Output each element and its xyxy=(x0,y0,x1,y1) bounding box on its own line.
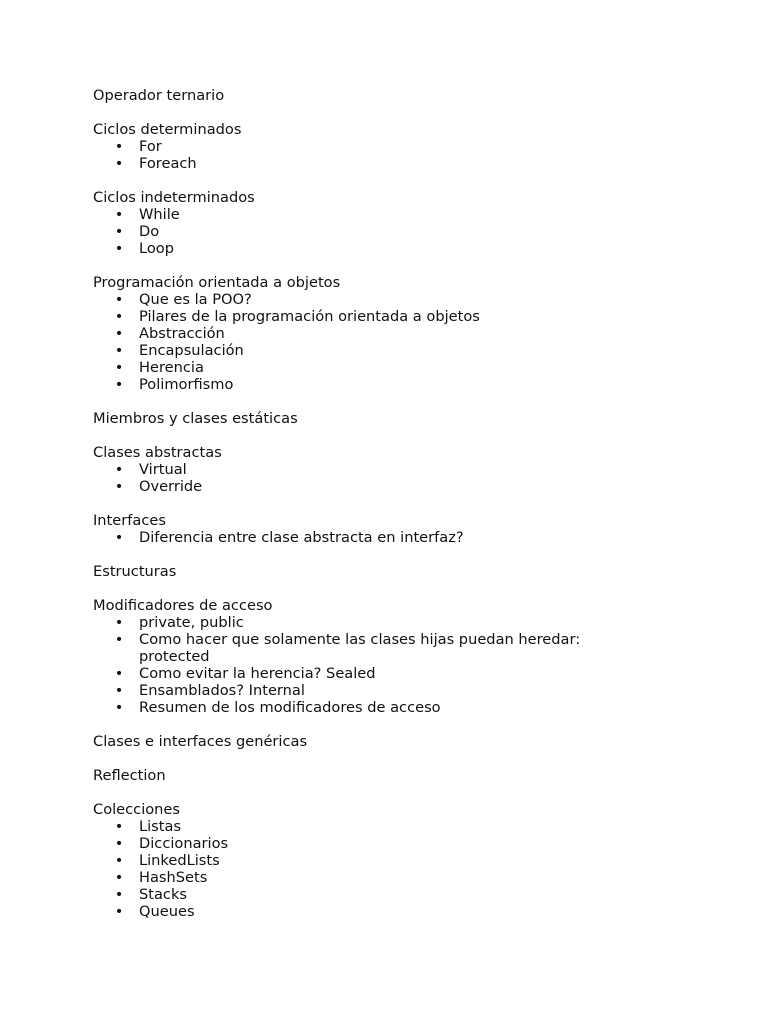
section-heading: Estructuras xyxy=(93,563,177,580)
bullet-icon: • xyxy=(114,342,124,359)
list-item xyxy=(93,376,653,393)
list-item-text: Ensamblados? Internal xyxy=(139,682,305,699)
section-heading: Programación orientada a objetos xyxy=(93,274,341,291)
bullet-icon: • xyxy=(114,818,124,835)
list-item-text: Stacks xyxy=(139,886,188,903)
section-heading: Modificadores de acceso xyxy=(93,597,273,614)
section-heading: Operador ternario xyxy=(93,87,225,104)
bullet-list xyxy=(93,529,653,546)
bullet-icon: • xyxy=(114,206,124,223)
document-section xyxy=(93,512,653,546)
bullet-icon: • xyxy=(114,631,124,648)
bullet-list xyxy=(93,818,653,920)
list-item-text: private, public xyxy=(139,614,244,631)
list-item xyxy=(93,240,653,257)
bullet-icon: • xyxy=(114,682,124,699)
list-item-text: Encapsulación xyxy=(139,342,244,359)
list-item xyxy=(93,665,653,682)
list-item xyxy=(93,852,653,869)
bullet-icon: • xyxy=(114,240,124,257)
list-item-text: Listas xyxy=(139,818,182,835)
bullet-icon: • xyxy=(114,461,124,478)
list-item xyxy=(93,903,653,920)
document-section xyxy=(93,274,653,393)
bullet-icon: • xyxy=(114,886,124,903)
bullet-icon: • xyxy=(114,529,124,546)
list-item xyxy=(93,869,653,886)
list-item-text: Pilares de la programación orientada a objetos xyxy=(139,308,480,325)
section-heading: Clases abstractas xyxy=(93,444,222,461)
bullet-icon: • xyxy=(114,835,124,852)
list-item-text: Abstracción xyxy=(139,325,225,342)
bullet-icon: • xyxy=(114,291,124,308)
list-item xyxy=(93,699,653,716)
section-heading: Ciclos determinados xyxy=(93,121,242,138)
bullet-list xyxy=(93,461,653,495)
list-item xyxy=(93,291,653,308)
document-section xyxy=(93,410,653,427)
list-item xyxy=(93,631,653,665)
bullet-icon: • xyxy=(114,478,124,495)
section-heading: Reflection xyxy=(93,767,166,784)
list-item xyxy=(93,359,653,376)
bullet-icon: • xyxy=(114,223,124,240)
list-item xyxy=(93,614,653,631)
list-item-text: Queues xyxy=(139,903,195,920)
list-item xyxy=(93,342,653,359)
bullet-icon: • xyxy=(114,852,124,869)
document-body xyxy=(93,87,653,937)
document-section xyxy=(93,733,653,750)
bullet-icon: • xyxy=(114,308,124,325)
list-item-text: Diferencia entre clase abstracta en interfaz? xyxy=(139,529,464,546)
list-item xyxy=(93,818,653,835)
section-heading: Colecciones xyxy=(93,801,181,818)
bullet-list xyxy=(93,614,653,716)
bullet-icon: • xyxy=(114,155,124,172)
list-item-text: Override xyxy=(139,478,203,495)
bullet-icon: • xyxy=(114,376,124,393)
list-item xyxy=(93,223,653,240)
list-item-text: Do xyxy=(139,223,160,240)
bullet-list xyxy=(93,291,653,393)
bullet-icon: • xyxy=(114,359,124,376)
list-item-text: Como hacer que solamente las clases hijas puedan heredar: protected xyxy=(139,631,581,665)
list-item xyxy=(93,308,653,325)
list-item-text: Polimorfismo xyxy=(139,376,234,393)
list-item-text: HashSets xyxy=(139,869,208,886)
section-heading: Miembros y clases estáticas xyxy=(93,410,298,427)
list-item-text: Herencia xyxy=(139,359,204,376)
bullet-icon: • xyxy=(114,138,124,155)
list-item xyxy=(93,461,653,478)
list-item xyxy=(93,682,653,699)
list-item xyxy=(93,478,653,495)
bullet-icon: • xyxy=(114,699,124,716)
list-item-text: LinkedLists xyxy=(139,852,220,869)
bullet-icon: • xyxy=(114,665,124,682)
list-item xyxy=(93,835,653,852)
list-item xyxy=(93,138,653,155)
document-section xyxy=(93,563,653,580)
document-section xyxy=(93,801,653,920)
list-item-text: Virtual xyxy=(139,461,187,478)
list-item xyxy=(93,529,653,546)
list-item xyxy=(93,886,653,903)
bullet-list xyxy=(93,138,653,172)
document-section xyxy=(93,597,653,716)
section-heading: Ciclos indeterminados xyxy=(93,189,255,206)
list-item-text: Loop xyxy=(139,240,174,257)
document-section xyxy=(93,87,653,104)
list-item xyxy=(93,206,653,223)
document-section xyxy=(93,121,653,172)
bullet-icon: • xyxy=(114,903,124,920)
bullet-list xyxy=(93,206,653,257)
document-section xyxy=(93,767,653,784)
bullet-icon: • xyxy=(114,869,124,886)
document-section xyxy=(93,444,653,495)
list-item-text: Diccionarios xyxy=(139,835,229,852)
list-item-text: Que es la POO? xyxy=(139,291,252,308)
list-item-text: Resumen de los modificadores de acceso xyxy=(139,699,441,716)
list-item-text: While xyxy=(139,206,180,223)
list-item-text: Como evitar la herencia? Sealed xyxy=(139,665,376,682)
list-item-text: For xyxy=(139,138,162,155)
list-item xyxy=(93,155,653,172)
section-heading: Clases e interfaces genéricas xyxy=(93,733,308,750)
document-section xyxy=(93,189,653,257)
section-heading: Interfaces xyxy=(93,512,166,529)
bullet-icon: • xyxy=(114,325,124,342)
list-item-text: Foreach xyxy=(139,155,197,172)
bullet-icon: • xyxy=(114,614,124,631)
list-item xyxy=(93,325,653,342)
